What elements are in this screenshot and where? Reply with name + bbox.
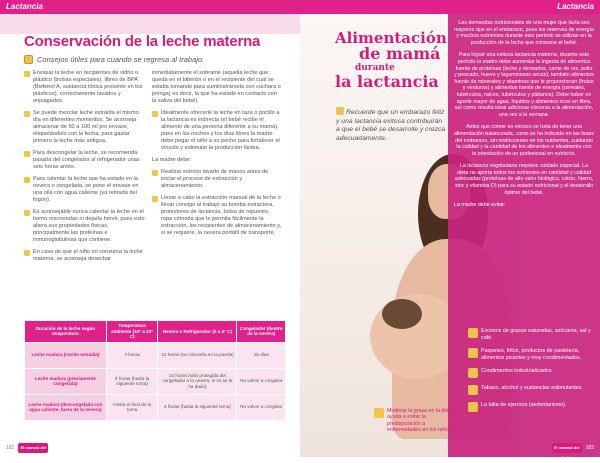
paragraph: inmediatamente el sobrante (aquella leche que queda en el biberón o en el recipiente del cual se estaba tomando para suministrársela con cuchara o jeringa) es decir, la que ha estado en contacto con la saliva del bebé).: [152, 70, 281, 104]
list-item: Tabaco, alcohol y sustancias estimulantes.: [468, 385, 592, 395]
bottle-icon: [336, 107, 344, 115]
photo-caption: Moderar la grasa en la dieta ayuda a evitar la predisposición a enfermedades en los niños.: [374, 408, 460, 434]
bullet-icon: [152, 196, 158, 202]
logo: El manual del bebé: [552, 443, 582, 453]
footer-left: [6, 443, 48, 460]
list-item: En caso de que el niño no consuma la leche materna, se aconseja desechar: [24, 249, 146, 263]
table-cell: 15 días: [237, 342, 286, 368]
table-cell: Leche madura (previamente congelada): [25, 368, 107, 394]
table-cell: Leche madura (recién extraída): [25, 342, 107, 368]
table-row: [25, 368, 286, 394]
bullet-icon: [24, 111, 30, 117]
bullet-icon: [24, 210, 30, 216]
bullet-icon: [152, 170, 158, 176]
list-item: Paquetes, fritos, productos de pastelería, alimentos picantes y muy condimentados.: [468, 348, 592, 361]
bullet-icon: [152, 111, 158, 117]
list-item: Envasar la leche en recipientes de vidrio o plástico (bolsas especiales), libres de BPA (Bisfenol A, sustancia tóxica presente en los plásticos), correctamente lavados y enjuagados.: [24, 70, 146, 105]
bullet-icon: [468, 328, 478, 338]
list-item: Idealmente ofrecerle la leche en taza o pocillo a la lactancia es indirecta (el bebé recibe el alimento de una persona diferente a su mamá), pues en las noches y los días libres la madre debe pegar el niño a su pecho para fortalecer el vínculo y estimular la producción láctea.: [152, 110, 282, 152]
table-cell: 4 horas (hasta la siguiente toma): [106, 368, 158, 394]
baby-hair-shape: [382, 299, 422, 329]
table-header: Nevera o Refrigerador (0 a 4° C): [158, 321, 237, 343]
intro-text: Recuerde que un embarazo feliz y una lactancia exitosa contribuirán a que el bebé se desarrolle y crezca adecuadamente.: [336, 109, 446, 142]
sub-heading: La madre debe:: [152, 157, 192, 163]
table-row: [25, 394, 286, 420]
bullet-icon: [24, 71, 30, 77]
bottle-icon: [24, 55, 33, 64]
column-1: [24, 70, 146, 268]
storage-table: [24, 320, 286, 421]
page-title-left: Conservación de la leche materna: [24, 33, 261, 50]
bullet-icon: [24, 250, 30, 256]
table-cell: 4 horas (hasta la siguiente toma): [158, 394, 237, 420]
table-cell: No volver a congelar: [237, 394, 286, 420]
right-column-text: [454, 20, 594, 215]
list-item: Excesos de grasas saturadas, azúcares, sal y café.: [468, 328, 592, 341]
page-number: 183: [585, 445, 594, 451]
table-cell: Leche madura (descongelada con agua caliente, fuera de la nevera): [25, 394, 107, 420]
list-item: Para calentar la leche que ha estado en la nevera o congelada, se pone el envase en una olla con agua caliente (ya retirada del fogón).: [24, 176, 146, 204]
avoid-list: [468, 328, 592, 419]
list-intro: La madre debe evitar:: [454, 202, 506, 209]
list-item: Realizar estricto lavado de manos antes de iniciar el proceso de extracción y almacenamiento.: [152, 169, 282, 190]
paragraph: Antes que comer en exceso se trata de tener una alimentación balanceada, como se ha indicado en las fases del embarazo, sin restricciones en los nutrientes, cuidando la calidad y la cantidad de los alimentos e idealmente con la orientación de un profesional en nutrición.: [454, 124, 594, 157]
table-cell: 12 horas (no colocarla en la puerta): [158, 342, 237, 368]
table-row: [25, 342, 286, 368]
table-cell: Hasta el final de la toma: [106, 394, 158, 420]
subhead-text: Consejos útiles para cuando se regresa al trabajo.: [37, 55, 205, 64]
logo: El manual del bebé: [18, 443, 48, 453]
table-header: Duración de la leche según temperatura: [25, 321, 107, 343]
bullet-icon: [468, 368, 478, 378]
table-cell: 4 horas: [106, 342, 158, 368]
section-tab-right: Lactancia: [300, 0, 600, 14]
left-page: [0, 0, 300, 460]
list-item: La falta de ejercicio (sedentarismo).: [468, 402, 592, 412]
table-header: Temperatura ambiente (19° a 22° C): [106, 321, 158, 343]
bullet-icon: [468, 348, 478, 358]
table-header: Congelador (dentro de la nevera): [237, 321, 286, 343]
table-header-row: [25, 321, 286, 343]
bullet-icon: [24, 151, 30, 157]
list-item: Es aconsejable nunca calentar la leche en el horno microondas ni dejarla hervir, pues esto altera sus propiedades físicas, principalmente las proteínas e inmunoglobulinas que contiene.: [24, 209, 146, 244]
list-item: Para descongelar la leche, se recomienda pasarla del congelador al refrigerador unas seis horas antes.: [24, 150, 146, 171]
list-item: Llevar a cabo la extracción manual de la leche o llevar consigo al trabajo su bomba extractora, protectores de lactancia, bolsa de repuesto, ropa cómoda que le permita fácilmente la extracción, los recipientes de almacenamiento y, si se requiere, la nevera portátil de transporte.: [152, 195, 282, 237]
paragraph: Las demandas nutricionales de una mujer que lacta son mayores que en el embarazo, pues los reservas de energía y muchos nutrientes durante este periodo se utilizan en la producción de la leche que consume el bebé.: [454, 20, 594, 46]
bottle-icon: [374, 408, 384, 418]
bullet-icon: [468, 402, 478, 412]
right-page: [300, 0, 600, 460]
paragraph: La lactancia vegetariana requiere cuidado especial. La dieta no aporta todos los nutrientes en cantidad y calidad adecuadas (proteínas de alto valor biológico, calcio, hierro, zinc y vitamina D) para su estado nutricional y el desarrollo óptimo del bebé.: [454, 163, 594, 196]
paragraph: Para lograr una exitosa lactancia materna, durante este período la madre debe aumentar la ingesta de alimentos fuente de proteínas (leche y derivados, carne de res, pollo y pescado, huevo y leguminosas secas); también alimentos fuente de minerales y vitaminas que le proporcionan (frutas y verduras) y alimentos fuente de energía (cereales, tubérculos, raíces, tubérculos y plátanos). Debe haber un aporte mayor de agua, líquidos y alimentos ricos en fibra, así como resulta ideal adicionar vísceras a la alimentación, una vez a la semana.: [454, 52, 594, 118]
section-tab-left: Lactancia: [0, 0, 300, 14]
list-item: Se puede mezclar leche extraída el mismo día en diferentes momentos. Se aconseja almacenar de 50 a 100 ml por envase, etiquetándolo con la fecha, para gastar primero la leche más antigua.: [24, 110, 146, 145]
footer-right: [552, 443, 594, 460]
column-2: [152, 70, 282, 242]
bullet-icon: [24, 177, 30, 183]
table-cell: No volver a congelar: [237, 368, 286, 394]
page-number: 182: [6, 445, 15, 451]
list-item: Condimentos industrializados.: [468, 368, 592, 378]
table-cell: 24 horas (sólo protegida del congelador a la nevera, si no se le ha dado): [158, 368, 237, 394]
subhead: [24, 55, 284, 64]
title-band: [0, 14, 300, 34]
bullet-icon: [468, 385, 478, 395]
page-title-right: Alimentación de mamá durante la lactancia: [335, 29, 447, 91]
